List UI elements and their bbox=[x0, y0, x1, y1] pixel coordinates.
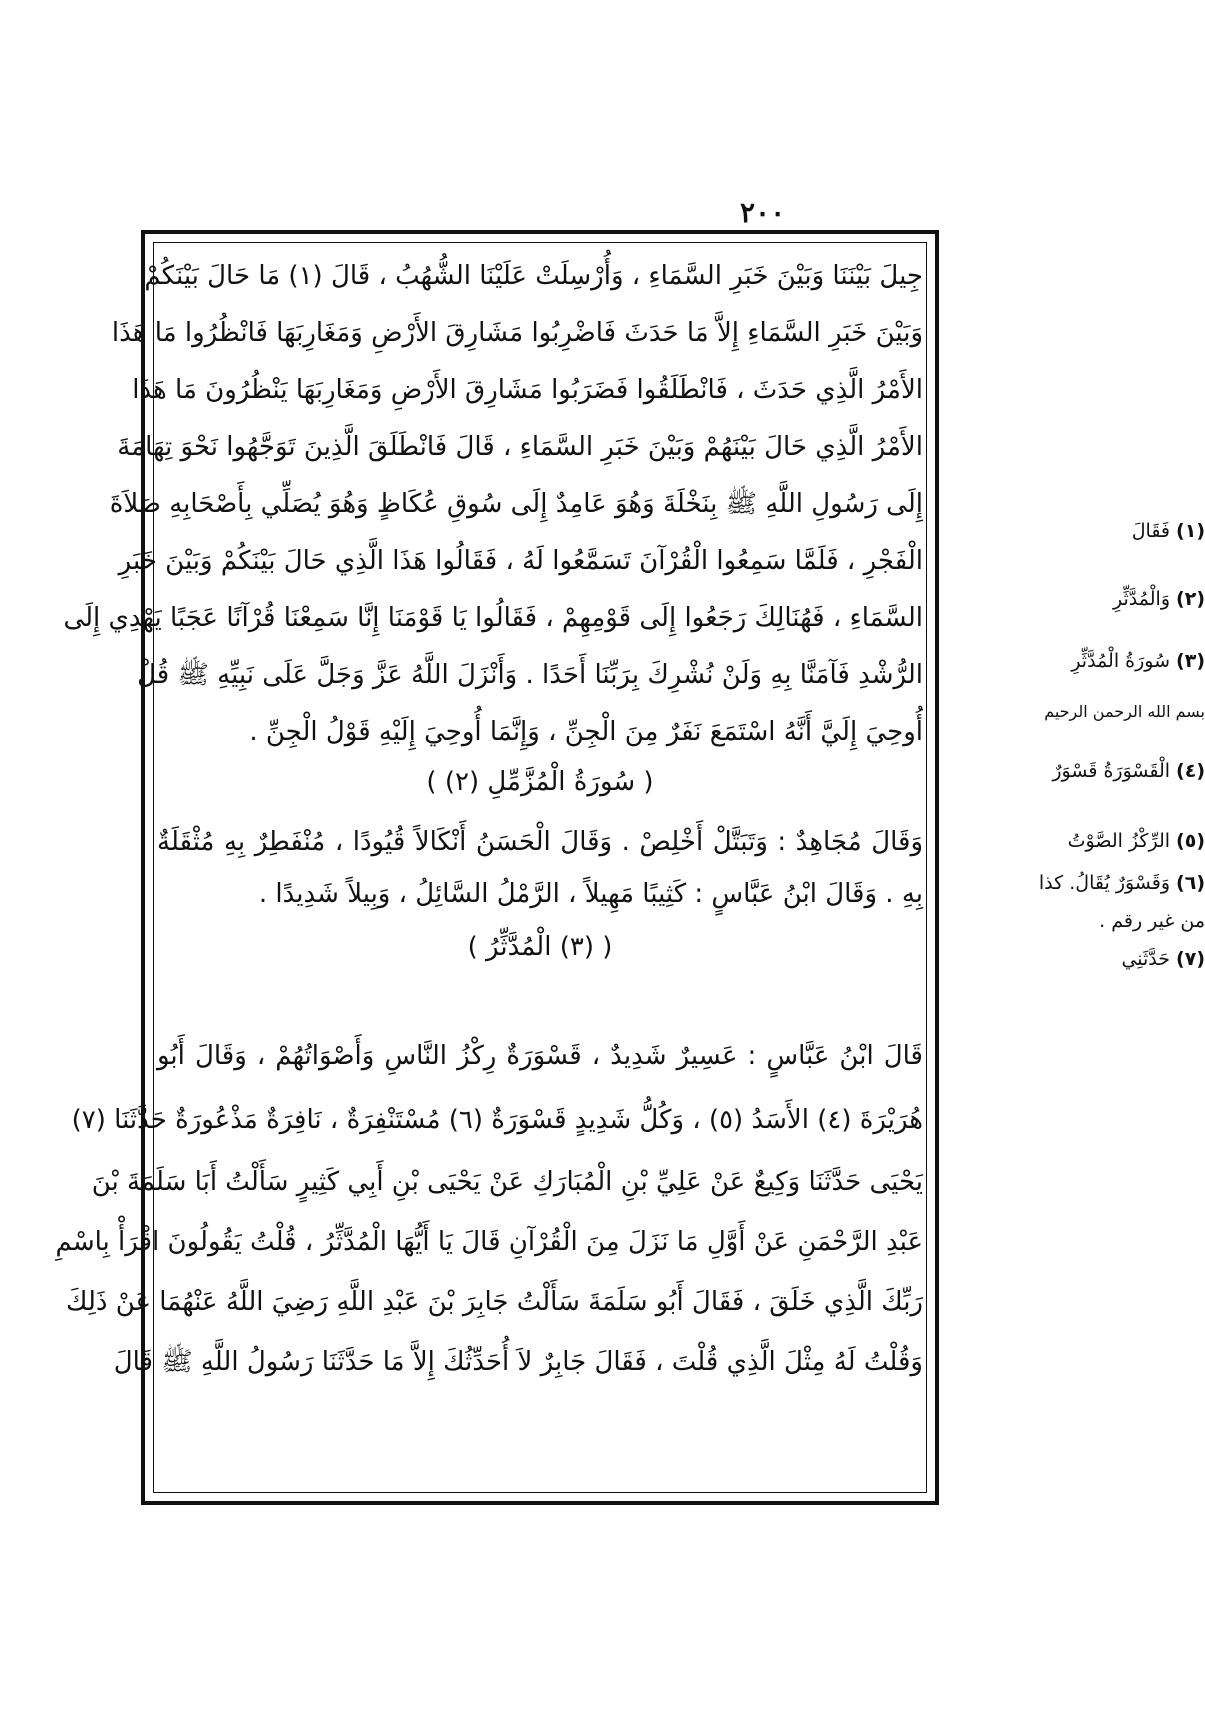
section-heading-muddaththir: ( (٣) الْمُدَّثِّرُ ) bbox=[467, 932, 613, 962]
muddaththir-line: يَحْيَى حَدَّثَنَا وَكِيعٌ عَنْ عَلِيِّ بْنِ الْمُبَارَكِ عَنْ يَحْيَى بْنِ أَبِي كَثِيرٍ سَأَلْتُ أَبَا سَلَمَةَ بْنَ bbox=[91, 1167, 923, 1197]
margin-note-text: الْقَسْوَرَةُ قَسْوَرٌ bbox=[1052, 760, 1171, 782]
margin-note bbox=[1121, 948, 1205, 970]
margin-note bbox=[1132, 520, 1205, 542]
section-heading-muzzammil: ( سُورَةُ الْمُزَّمِّلِ (٢) ) bbox=[426, 767, 654, 797]
margin-note-text: من غير رقم . bbox=[1099, 910, 1205, 932]
margin-note-text: حَدَّثَنِي bbox=[1121, 948, 1171, 970]
margin-note bbox=[1113, 588, 1205, 610]
body-line: الأَمْرُ الَّذِي حَدَثَ ، فَانْطَلَقُوا فَضَرَبُوا مَشَارِقَ الأَرْضِ وَمَغَارِبَهَا يَنْظُرُونَ مَا هَذَا bbox=[132, 375, 923, 405]
main-text-column bbox=[55, 244, 923, 1491]
body-line: الأَمْرُ الَّذِي حَالَ بَيْنَهُمْ وَبَيْنَ خَبَرِ السَّمَاءِ ، قَالَ فَانْطَلَقَ الَّذِينَ تَوَجَّهُوا نَحْوَ تِهَامَةَ bbox=[117, 432, 923, 462]
margin-note bbox=[1071, 650, 1205, 672]
page-number: ٢٠٠ bbox=[740, 196, 786, 229]
margin-note bbox=[1044, 702, 1205, 721]
muddaththir-line: رَبِّكَ الَّذِي خَلَقَ ، فَقَالَ أَبُو سَلَمَةَ سَأَلْتُ جَابِرَ بْنَ عَبْدِ اللَّهِ رَضِيَ اللَّهُ عَنْهُمَا عَنْ ذَلِكَ bbox=[66, 1287, 923, 1317]
margin-note-text: وَالْمُدَّثِّرِ bbox=[1113, 588, 1171, 610]
muzzammil-line: وَقَالَ مُجَاهِدٌ : وَتَبَتَّلْ أَخْلِصْ . وَقَالَ الْحَسَنُ أَنْكَالاً قُيُودًا ، مُنْفَطِرٌ بِهِ مُثْقَلَةٌ bbox=[157, 827, 923, 857]
margin-note-text: الرِّكْزُ الصَّوْتُ bbox=[1067, 830, 1171, 852]
margin-note-text: سُورَةُ الْمُدَّثِّرِ bbox=[1071, 650, 1171, 672]
margin-note bbox=[1068, 830, 1205, 852]
body-line: الرُّشْدِ فَآمَنَّا بِهِ وَلَنْ نُشْرِكَ بِرَبِّنَا أَحَدًا . وَأَنْزَلَ اللَّهُ عَزَّ وَجَلَّ عَلَى نَبِيِّهِ ﷺ قُلْ bbox=[137, 660, 923, 690]
margin-note bbox=[1099, 910, 1205, 932]
margin-note-text: وَقَسْوَرٌ يُقَالُ. كذا bbox=[1038, 872, 1171, 894]
body-line: أُوحِيَ إِلَيَّ أَنَّهُ اسْتَمَعَ نَفَرٌ مِنَ الْجِنِّ ، وَإِنَّمَا أُوحِيَ إِلَيْهِ قَوْلُ الْجِنِّ . bbox=[249, 717, 923, 747]
margin-note-number: (٧) bbox=[1176, 948, 1205, 970]
margin-note-number: (١) bbox=[1176, 520, 1205, 542]
margin-note bbox=[1039, 872, 1205, 894]
muddaththir-line: عَبْدِ الرَّحْمَنِ عَنْ أَوَّلِ مَا نَزَلَ مِنَ الْقُرْآنِ قَالَ يَا أَيُّهَا الْمُدَّثِّرُ ، قُلْتُ يَقُولُونَ اقْرَأْ بِاسْمِ bbox=[55, 1227, 923, 1257]
muddaththir-line: هُرَيْرَةَ (٤) الأَسَدُ (٥) ، وَكُلُّ شَدِيدٍ قَسْوَرَةٌ (٦) مُسْتَنْفِرَةٌ ، نَافِرَةٌ مَذْعُورَةٌ حَدَّثَنَا (٧) bbox=[71, 1105, 923, 1135]
margin-note-number: (٢) bbox=[1176, 588, 1205, 610]
margin-note-number: (٣) bbox=[1176, 650, 1205, 672]
margin-note-text: فَقَالَ bbox=[1131, 520, 1171, 542]
margin-note-number: (٦) bbox=[1176, 872, 1205, 894]
muddaththir-line: قَالَ ابْنُ عَبَّاسٍ : عَسِيرٌ شَدِيدٌ ، قَسْوَرَةٌ رِكْزُ النَّاسِ وَأَصْوَاتُهُمْ ، وَقَالَ أَبُو bbox=[157, 1041, 923, 1071]
muzzammil-line: بِهِ . وَقَالَ ابْنُ عَبَّاسٍ : كَثِيبًا مَهِيلاً ، الرَّمْلُ السَّائِلُ ، وَبِيلاً شَدِيدًا . bbox=[258, 879, 923, 909]
margin-note-number: (٤) bbox=[1176, 760, 1205, 782]
muddaththir-line: وَقُلْتُ لَهُ مِثْلَ الَّذِي قُلْتَ ، فَقَالَ جَابِرٌ لاَ أُحَدِّثُكَ إِلاَّ مَا حَدَّثَنَا رَسُولُ اللَّهِ ﷺ قَالَ bbox=[113, 1347, 923, 1377]
body-line: وَبَيْنَ خَبَرِ السَّمَاءِ إِلاَّ مَا حَدَثَ فَاضْرِبُوا مَشَارِقَ الأَرْضِ وَمَغَارِبَهَا فَانْظُرُوا مَا هَذَا bbox=[111, 318, 923, 348]
margin-note-number: (٥) bbox=[1176, 830, 1205, 852]
body-line: إِلَى رَسُولِ اللَّهِ ﷺ بِنَخْلَةَ وَهُوَ عَامِدٌ إِلَى سُوقِ عُكَاظٍ وَهُوَ يُصَلِّي بِأَصْحَابِهِ صَلاَةَ bbox=[109, 489, 923, 519]
body-line: الْفَجْرِ ، فَلَمَّا سَمِعُوا الْقُرْآنَ تَسَمَّعُوا لَهُ ، فَقَالُوا هَذَا الَّذِي حَالَ بَيْنَكُمْ وَبَيْنَ خَبَرِ bbox=[118, 546, 923, 576]
margin-note bbox=[1052, 760, 1205, 782]
text-frame bbox=[55, 230, 939, 1505]
body-line: جِيلَ بَيْنَنَا وَبَيْنَ خَبَرِ السَّمَاءِ ، وَأُرْسِلَتْ عَلَيْنَا الشُّهُبُ ، قَالَ (١) مَا حَالَ بَيْنَكُمْ bbox=[144, 261, 923, 291]
body-line: السَّمَاءِ ، فَهُنَالِكَ رَجَعُوا إِلَى قَوْمِهِمْ ، فَقَالُوا يَا قَوْمَنَا إِنَّا سَمِعْنَا قُرْآنًا عَجَبًا يَهْدِي إِلَى bbox=[63, 603, 923, 633]
margin-note-text: بسم الله الرحمن الرحيم bbox=[1044, 702, 1205, 721]
